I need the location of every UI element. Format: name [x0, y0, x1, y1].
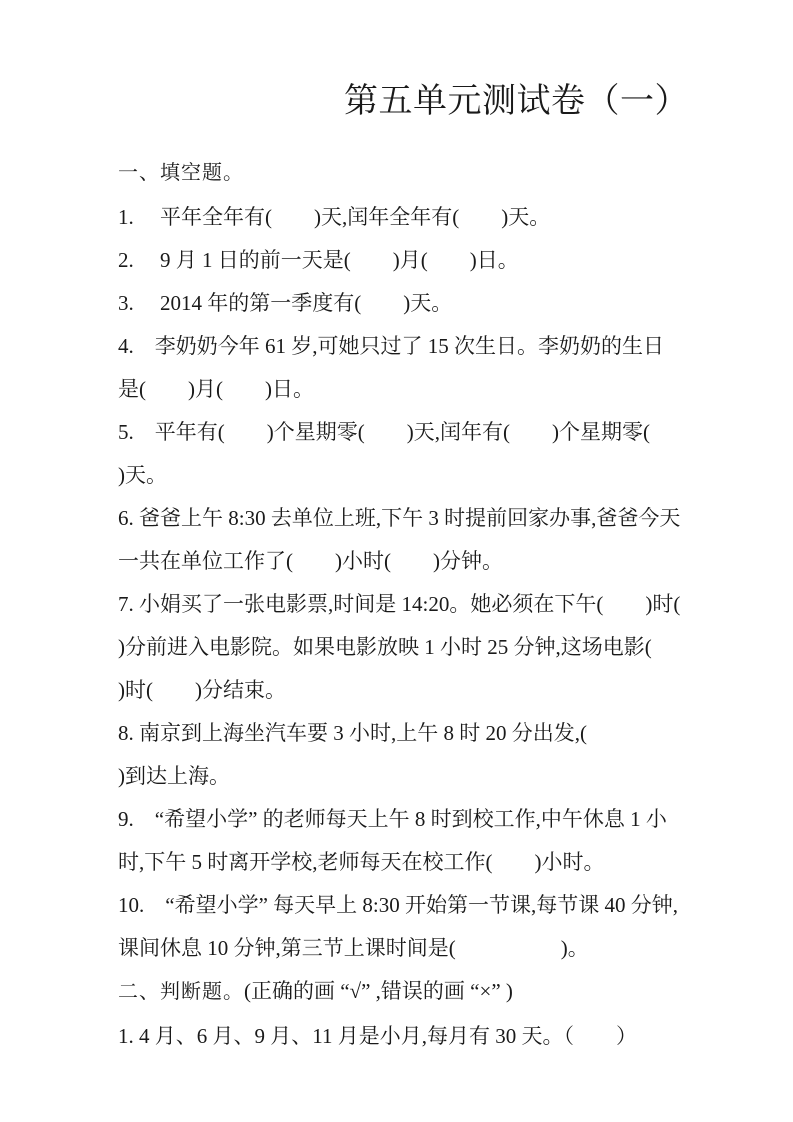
- section-2-questions: [118, 1015, 681, 1058]
- fill-blank-question-3: 3. 2014 年的第一季度有( )天。: [118, 291, 453, 315]
- fill-blank-question-1: 1. 平年全年有( )天,闰年全年有( )天。: [118, 205, 551, 229]
- section-1-heading-line: [118, 152, 681, 196]
- fill-blank-question-4: 4. 李奶奶今年 61 岁,可她只过了 15 次生日。李奶奶的生日是( )月( )日。: [118, 334, 664, 401]
- judgment-question-1: 1. 4 月、6 月、9 月、11 月是小月,每月有 30 天。（ ）: [118, 1024, 637, 1048]
- fill-blank-question-7: 7. 小娟买了一张电影票,时间是 14:20。她必须在下午( )时( )分前进入电影院。如果电影放映 1 小时 25 分钟,这场电影( )时( )分结束。: [118, 592, 723, 702]
- fill-blank-question-8: 8. 南京到上海坐汽车要 3 小时,上午 8 时 20 分出发,( )到达上海。: [118, 721, 692, 788]
- fill-blank-question-5: 5. 平年有( )个星期零( )天,闰年有( )个星期零( )天。: [118, 420, 692, 487]
- fill-blank-question-2: 2. 9 月 1 日的前一天是( )月( )日。: [118, 248, 519, 272]
- fill-blank-question-6: 6. 爸爸上午 8:30 去单位上班,下午 3 时提前回家办事,爸爸今天一共在单位工作了( )小时( )分钟。: [118, 506, 681, 573]
- section-1-heading: 一、填空题。: [118, 162, 244, 184]
- section-2-heading: 二、判断题。: [118, 981, 244, 1003]
- section-2-instruction-note: (正确的画 “√” ,错误的画 “×” ): [244, 979, 513, 1003]
- section-1-questions: [118, 196, 723, 970]
- page-title: 第五单元测试卷（一）: [344, 83, 689, 120]
- section-2-heading-line: [118, 970, 681, 1015]
- fill-blank-question-9: 9. “希望小学” 的老师每天上午 8 时到校工作,中午休息 1 小时,下午 5 时离开学校,老师每天在校工作( )小时。: [118, 807, 667, 874]
- fill-blank-question-10: 10. “希望小学” 每天早上 8:30 开始第一节课,每节课 40 分钟,课间休息 10 分钟,第三节上课时间是( )。: [118, 893, 678, 960]
